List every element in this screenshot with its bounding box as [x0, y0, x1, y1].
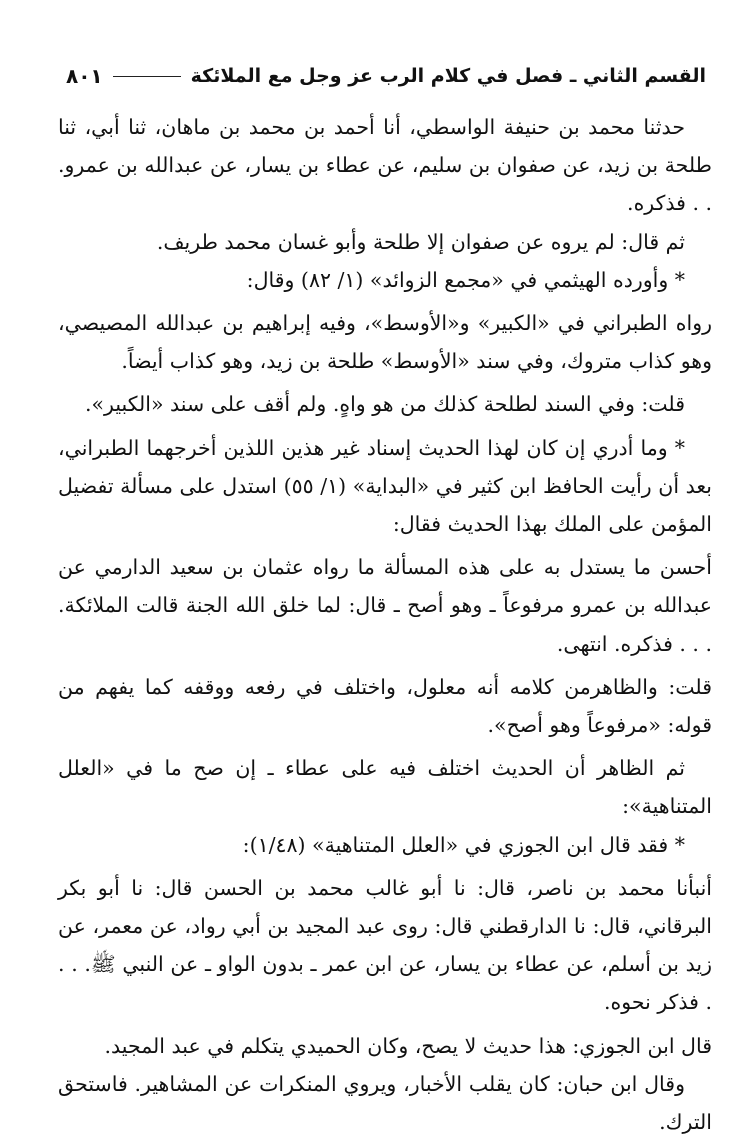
paragraph-isnad: حدثنا محمد بن حنيفة الواسطي، أنا أحمد بن محمد بن ماهان، ثنا أبي، ثنا طلحة بن زيد، عن صفوان بن سليم، عن عطاء بن يسار، عن عبدالله بن عمرو. . . فذكره.: [58, 115, 712, 216]
page-body: [58, 108, 712, 1141]
header-rule: [113, 76, 181, 77]
paragraph-ibn-kathir-intro: * وما أدري إن كان لهذا الحديث إسناد غير هذين اللذين أخرجهما الطبراني، بعد أن رأيت الحافظ ابن كثير في «البداية» (١/ ٥٥) استدل على مسألة تفضيل المؤمن على الملك بهذا الحديث فقال:: [58, 435, 712, 537]
paragraph-comment-sanad: قلت: وفي السند لطلحة كذلك من هو واهٍ. ولم أقف على سند «الكبير».: [84, 392, 685, 417]
paragraph-ibn-jawzi-isnad: أنبأنا محمد بن ناصر، قال: نا أبو غالب محمد بن الحسن قال: نا أبو بكر البرقاني، قال: نا الدارقطني قال: روى عبد المجيد بن أبي رواد، عن معمر، عن زيد بن أسلم، عن عطاء بن يسار، عن ابن عمر ـ بدون الواو ـ عن النبي ﷺ. . . . فذكر نحوه.: [58, 875, 712, 1015]
paragraph-comment-malul: قلت: والظاهرمن كلامه أنه معلول، واختلف في رفعه ووقفه كما يفهم من قوله: «مرفوعاً وهو أصح».: [58, 674, 712, 738]
paragraph-tabarani-note: ثم قال: لم يروه عن صفوان إلا طلحة وأبو غسان محمد طريف.: [156, 229, 685, 254]
paragraph-ata-ikhtilaf: ثم الظاهر أن الحديث اختلف فيه على عطاء ـ إن صح ما في «العلل المتناهية»:: [58, 756, 712, 819]
paragraph-haythami-intro: * وأورده الهيثمي في «مجمع الزوائد» (١/ ٨٢) وقال:: [246, 267, 685, 292]
paragraph-ibn-jawzi-verdict: قال ابن الجوزي: هذا حديث لا يصح، وكان الحميدي يتكلم في عبد المجيد.: [104, 1033, 712, 1058]
paragraph-ibn-hibban: وقال ابن حبان: كان يقلب الأخبار، ويروي المنكرات عن المشاهير. فاستحق الترك.: [58, 1071, 712, 1135]
paragraph-haythami-quote: رواه الطبراني في «الكبير» و«الأوسط»، وفيه إبراهيم بن عبدالله المصيصي، وهو كذاب متروك، وفي سند «الأوسط» طلحة بن زيد، وهو كذاب أيضاً.: [58, 311, 712, 374]
paragraph-ibn-jawzi-intro: * فقد قال ابن الجوزي في «العلل المتناهية» (١/٤٨):: [242, 832, 685, 857]
page-header: [66, 58, 706, 94]
paragraph-ibn-kathir-quote: أحسن ما يستدل به على هذه المسألة ما رواه عثمان بن سعيد الدارمي عن عبدالله بن عمرو مرفوعاً ـ وهو أصح ـ قال: لما خلق الله الجنة قالت الملائكة. . . . فذكره. انتهى.: [58, 555, 712, 656]
running-title: القسم الثاني ـ فصل في كلام الرب عز وجل مع الملائكة: [190, 65, 706, 87]
page-number: ٨٠١: [66, 64, 103, 88]
